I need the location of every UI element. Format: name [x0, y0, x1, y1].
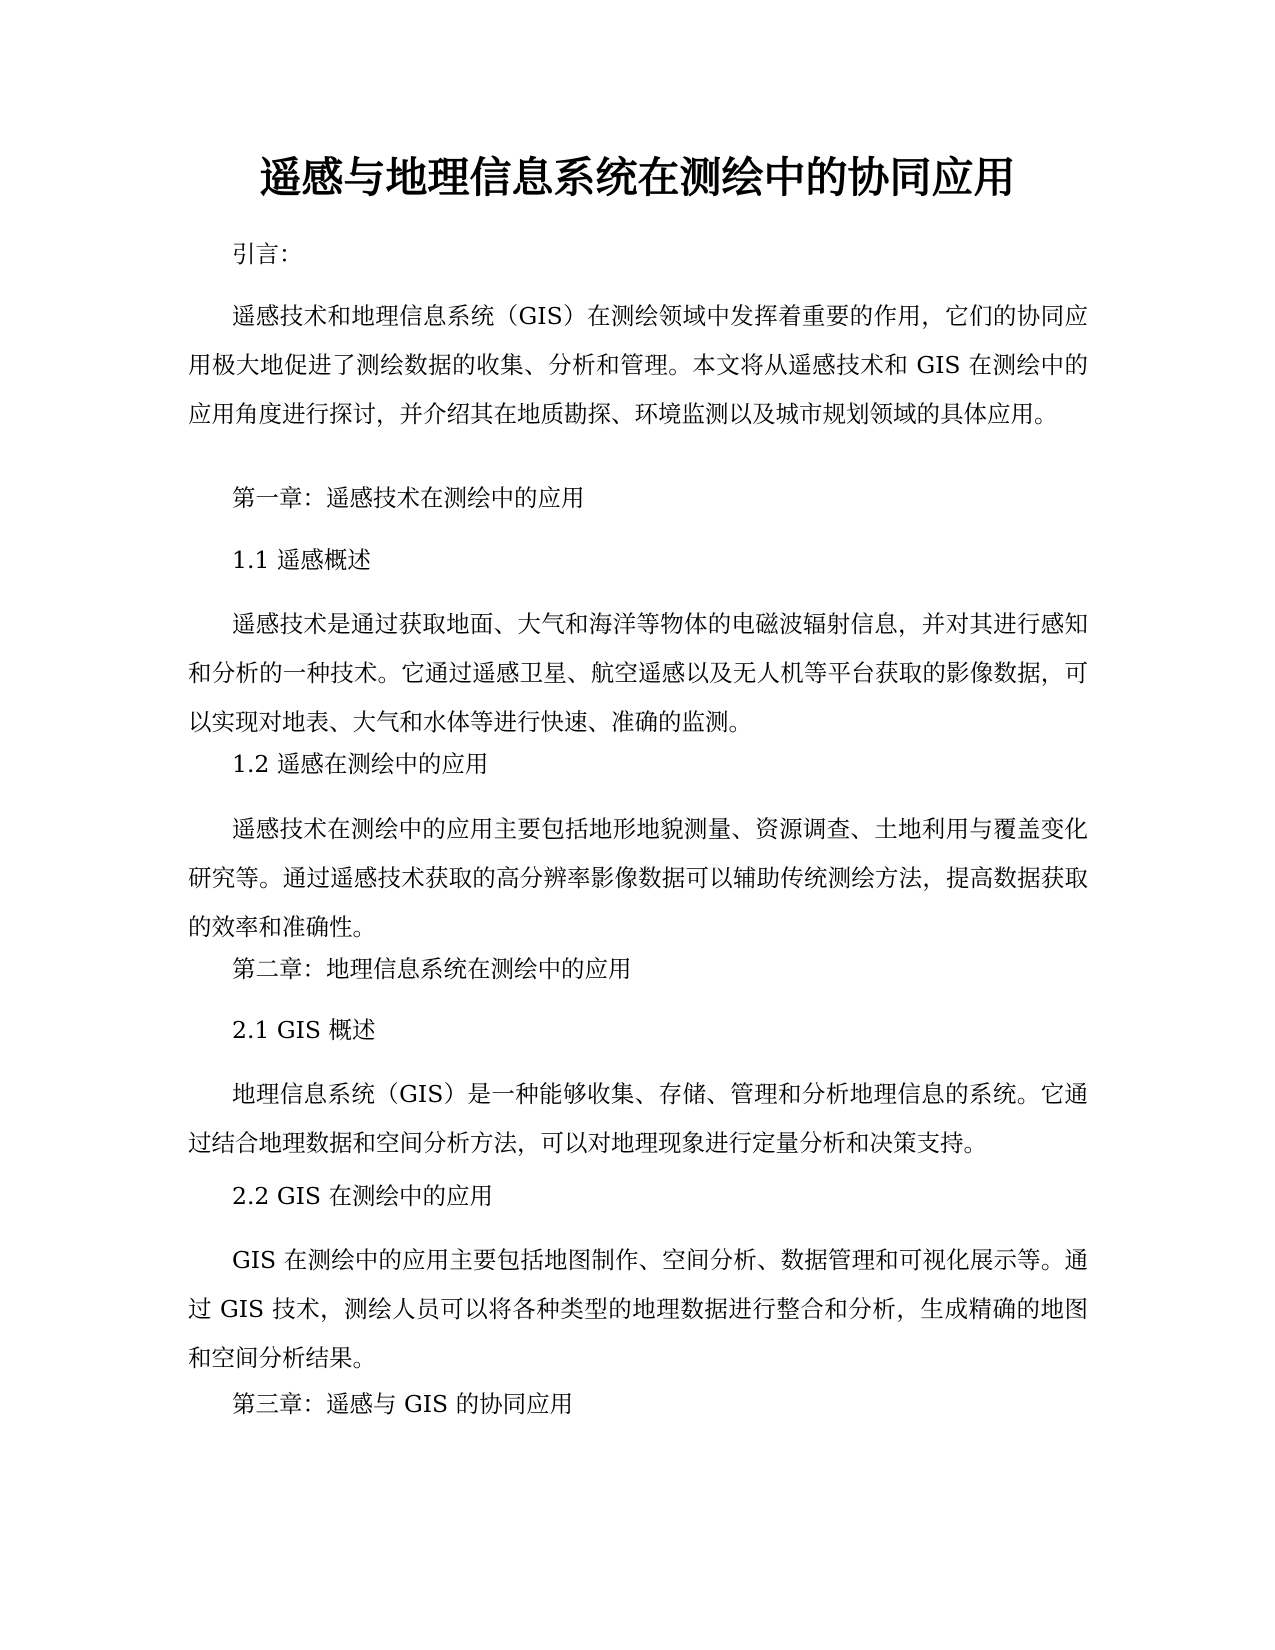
section-2-1-paragraph: 地理信息系统（GIS）是一种能够收集、存储、管理和分析地理信息的系统。它通过结合地理数据和空间分析方法，可以对地理现象进行定量分析和决策支持。: [188, 1080, 1088, 1157]
chapter2-heading: 第二章：地理信息系统在测绘中的应用: [232, 955, 632, 983]
section-1-1-paragraph: 遥感技术是通过获取地面、大气和海洋等物体的电磁波辐射信息，并对其进行感知和分析的一种技术。它通过遥感卫星、航空遥感以及无人机等平台获取的影像数据，可以实现对地表、大气和水体等进行快速、准确的监测。: [188, 610, 1088, 736]
section-2-2-paragraph: GIS 在测绘中的应用主要包括地图制作、空间分析、数据管理和可视化展示等。通过 GIS 技术，测绘人员可以将各种类型的地理数据进行整合和分析，生成精确的地图和空间分析结果。: [188, 1246, 1088, 1372]
section-1-2-heading: 1.2 遥感在测绘中的应用: [232, 750, 489, 778]
section-2-1-heading: 2.1 GIS 概述: [232, 1016, 376, 1044]
section-1-2-paragraph: 遥感技术在测绘中的应用主要包括地形地貌测量、资源调查、土地利用与覆盖变化研究等。通过遥感技术获取的高分辨率影像数据可以辅助传统测绘方法，提高数据获取的效率和准确性。: [188, 815, 1088, 941]
chapter1-heading: 第一章：遥感技术在测绘中的应用: [232, 484, 585, 512]
intro-label: 引言：: [232, 240, 303, 268]
document-title: 遥感与地理信息系统在测绘中的协同应用: [259, 153, 1016, 202]
section-2-2-heading: 2.2 GIS 在测绘中的应用: [232, 1182, 493, 1210]
chapter3-heading: 第三章：遥感与 GIS 的协同应用: [232, 1390, 574, 1418]
section-1-1-heading: 1.1 遥感概述: [232, 546, 371, 574]
intro-paragraph: 遥感技术和地理信息系统（GIS）在测绘领域中发挥着重要的作用，它们的协同应用极大地促进了测绘数据的收集、分析和管理。本文将从遥感技术和 GIS 在测绘中的应用角度进行探讨，并介绍其在地质勘探、环境监测以及城市规划领域的具体应用。: [188, 302, 1088, 428]
